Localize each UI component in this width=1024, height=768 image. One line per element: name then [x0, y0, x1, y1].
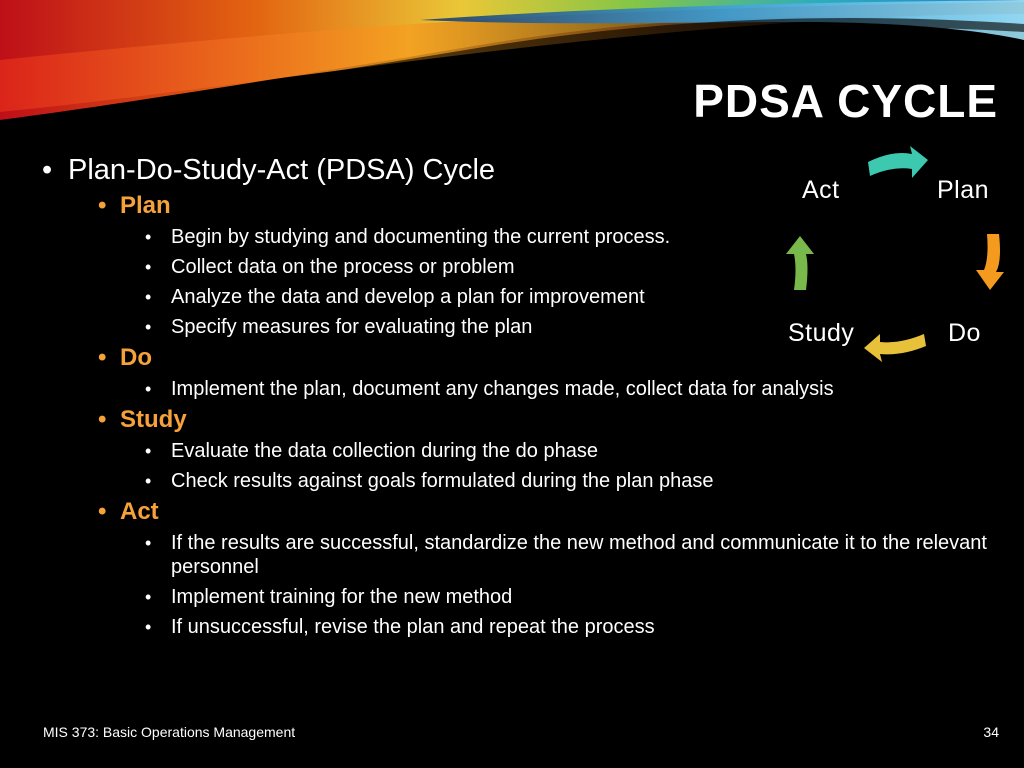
study-bullet-1: • Evaluate the data collection during the do phase: [145, 436, 1002, 466]
page-number: 34: [983, 724, 999, 740]
act-bullet-1: • If the results are successful, standardize the new method and communicate it to the relevant personnel: [145, 528, 1002, 582]
arrow-plan-to-do: [976, 234, 1004, 290]
act-bullet-3: • If unsuccessful, revise the plan and repeat the process: [145, 612, 1002, 642]
section-heading-act: • Act: [98, 496, 1002, 528]
main-bullet: • Plan-Do-Study-Act (PDSA) Cycle: [42, 150, 1002, 190]
cycle-label-do: Do: [948, 319, 981, 347]
section-heading-plan: • Plan: [98, 190, 1002, 222]
plan-bullet-2: • Collect data on the process or problem: [145, 252, 767, 282]
cycle-label-act: Act: [802, 176, 840, 204]
footer-course: MIS 373: Basic Operations Management: [43, 724, 296, 740]
act-bullet-2: • Implement training for the new method: [145, 582, 1002, 612]
study-bullet-2: • Check results against goals formulated during the plan phase: [145, 466, 1002, 496]
do-bullet-1: • Implement the plan, document any changes made, collect data for analysis: [145, 374, 1002, 404]
plan-bullet-3: • Analyze the data and develop a plan for improvement: [145, 282, 767, 312]
section-heading-study: • Study: [98, 404, 1002, 436]
arrow-study-to-act: [786, 236, 814, 290]
cycle-label-study: Study: [788, 319, 855, 347]
arrow-do-to-study: [864, 334, 926, 362]
arrow-act-to-plan: [868, 146, 928, 178]
section-heading-do: • Do: [98, 342, 1002, 374]
cycle-label-plan: Plan: [937, 176, 990, 204]
plan-bullet-1: • Begin by studying and documenting the current process.: [145, 222, 767, 252]
pdsa-cycle-diagram: [770, 140, 1024, 380]
plan-bullet-4: • Specify measures for evaluating the plan: [145, 312, 767, 342]
slide-title: PDSA CYCLE: [693, 75, 998, 127]
